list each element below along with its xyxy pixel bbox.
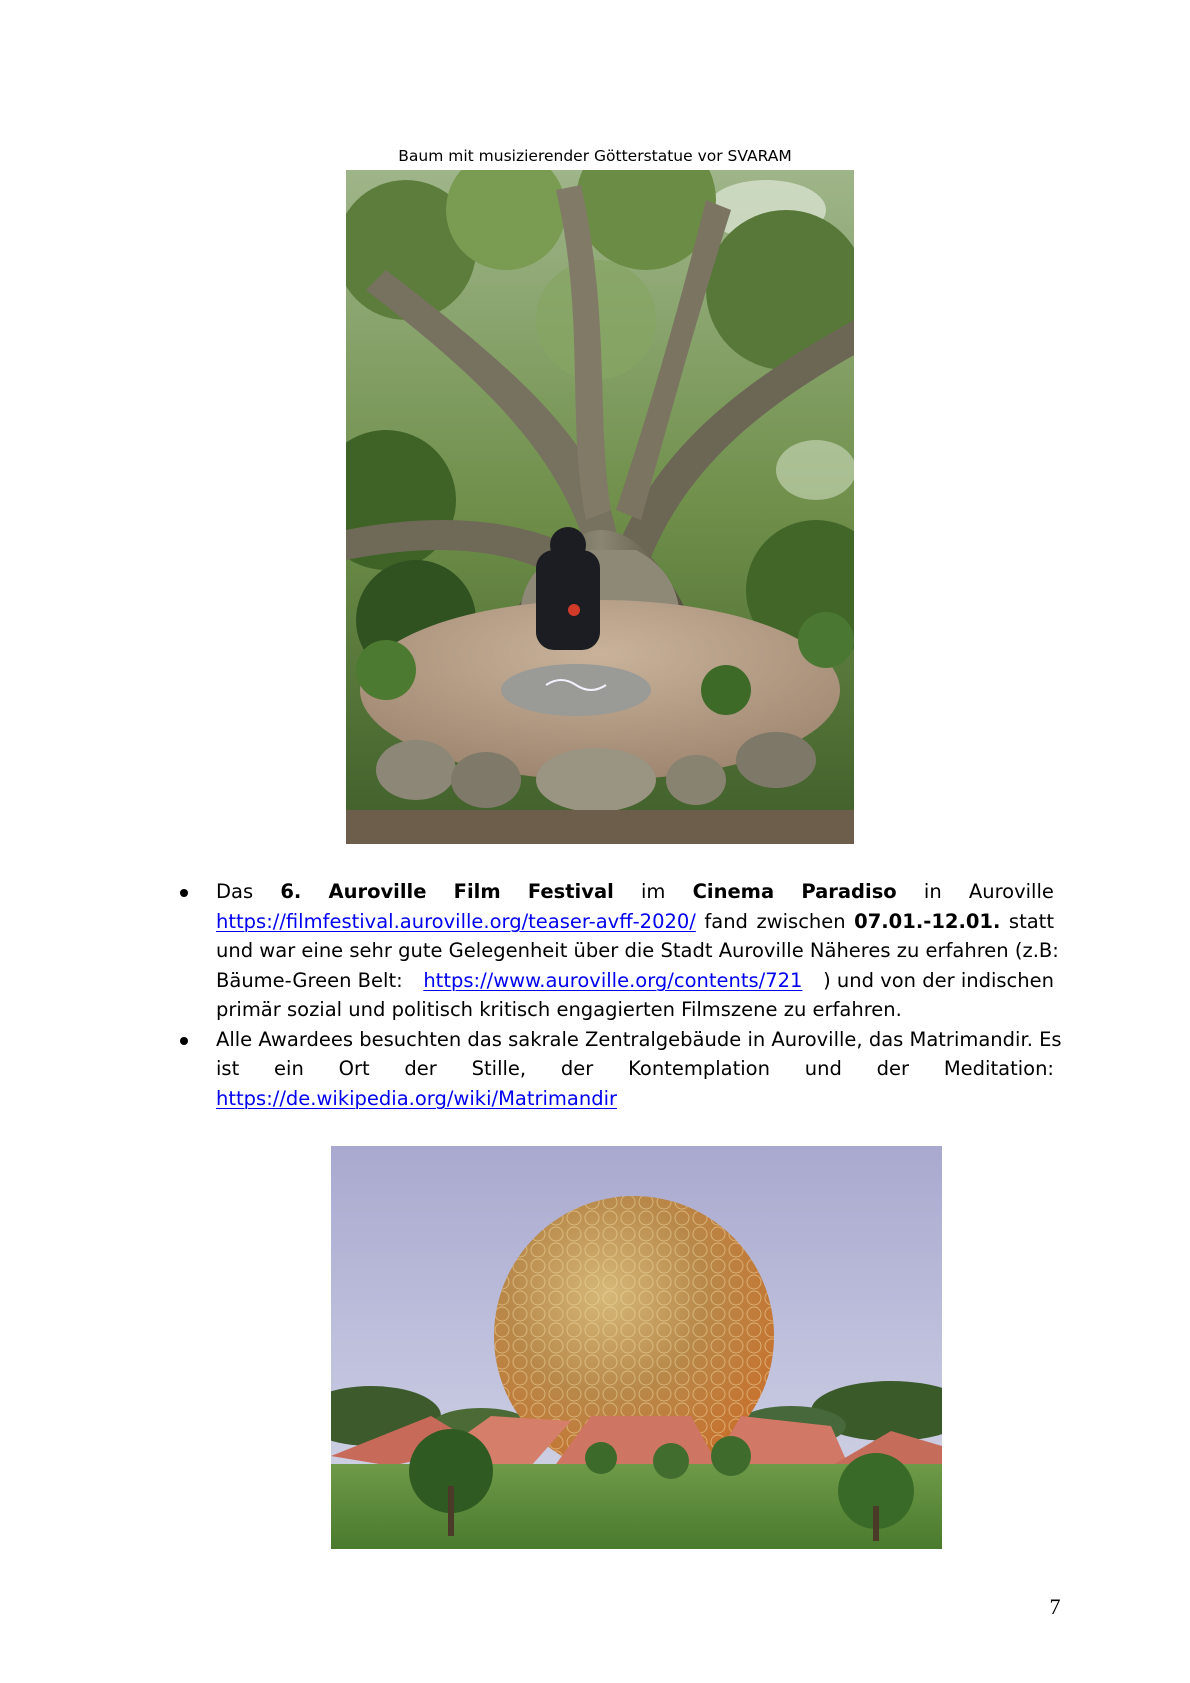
matrimandir-photo — [331, 1146, 942, 1549]
text-line: ist ein Ort der Stille, der Kontemplation und der Meditation: — [216, 1057, 1054, 1080]
text-line: primär sozial und politisch kritisch engagierten Filmszene zu erfahren. — [216, 998, 902, 1021]
green-belt-link[interactable]: https://www.auroville.org/contents/721 — [423, 968, 803, 992]
bullet-item-matrimandir — [180, 1025, 1062, 1114]
bullet-icon — [180, 1037, 188, 1045]
text-line: Das 6. Auroville Film Festival im Cinema Paradiso in Auroville — [216, 880, 1054, 903]
bullet-list — [180, 877, 1062, 1113]
text-line: und war eine sehr gute Gelegenheit über die Stadt Auroville Näheres zu erfahren (z.B: — [216, 939, 1059, 962]
text-line: Alle Awardees besuchten das sakrale Zentralgebäude in Auroville, das Matrimandir. Es — [216, 1027, 1062, 1051]
bullet-icon — [180, 889, 188, 897]
image-caption: Baum mit musizierender Götterstatue vor SVARAM — [398, 147, 792, 165]
text-line: Bäume-Green Belt: https://www.auroville.org/contents/721 ) und von der indischen — [216, 966, 1054, 996]
tree-photo — [346, 170, 854, 844]
wikipedia-matrimandir-link[interactable]: https://de.wikipedia.org/wiki/Matrimandir — [216, 1086, 618, 1110]
page-number: 7 — [1049, 1594, 1061, 1619]
bullet-item-film-festival — [180, 877, 1059, 1025]
text-line: https://filmfestival.auroville.org/teaser-avff-2020/ fand zwischen 07.01.-12.01. statt — [216, 907, 1054, 937]
film-festival-link[interactable]: https://filmfestival.auroville.org/teaser-avff-2020/ — [216, 909, 696, 933]
text-line — [216, 1084, 1054, 1114]
